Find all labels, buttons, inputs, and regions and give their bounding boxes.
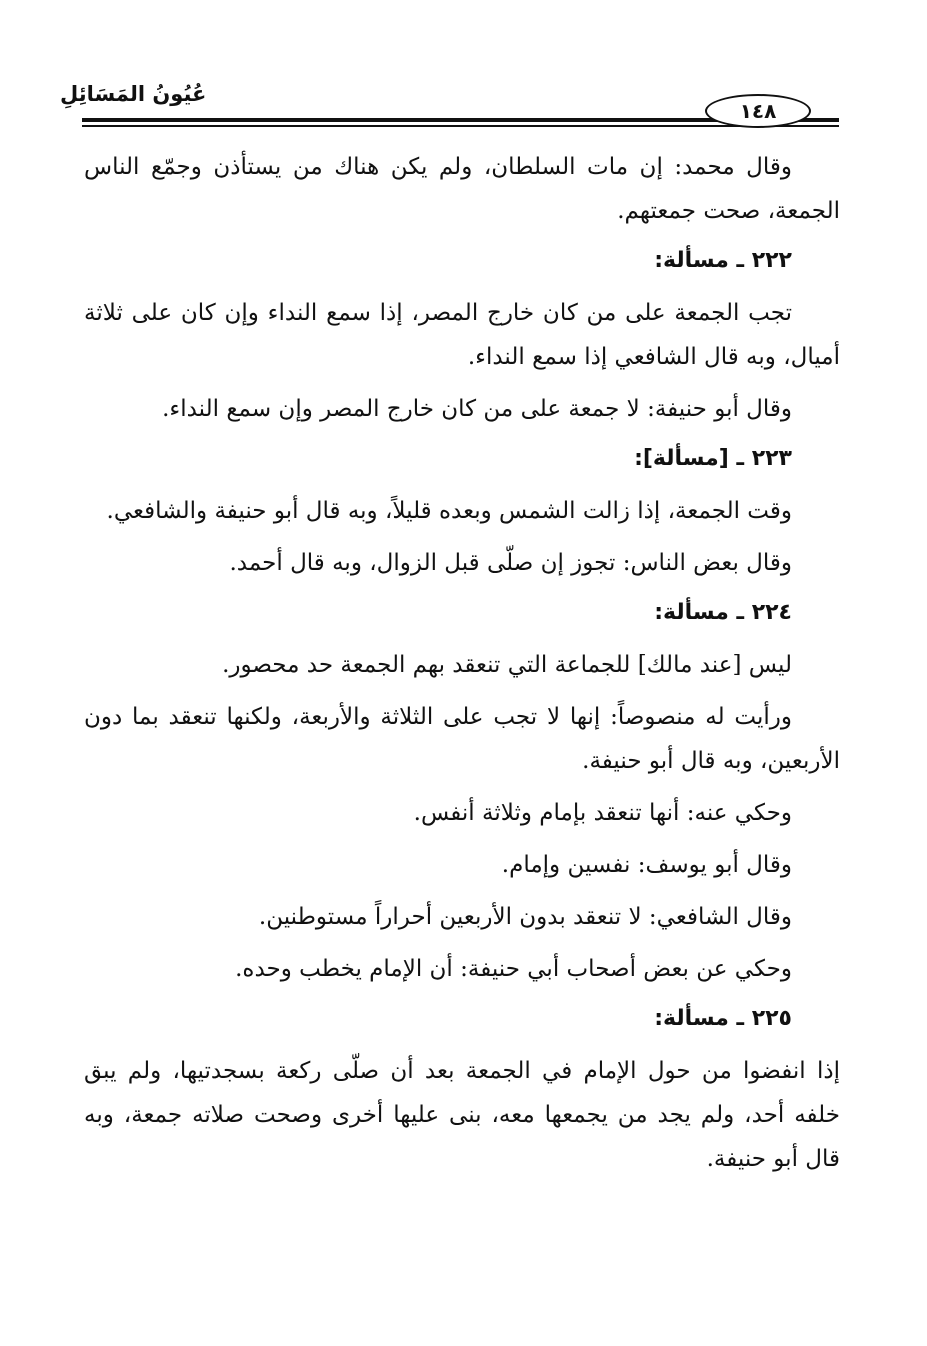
body-paragraph: ورأيت له منصوصاً: إنها لا تجب على الثلاثة والأربعة، ولكنها تنعقد بما دون الأربعين، وبه قال أبو حنيفة. [84,704,840,774]
body-paragraph: وقال بعض الناس: تجوز إن صلّى قبل الزوال، وبه قال أحمد. [229,550,792,576]
page-header [0,70,927,130]
body-paragraph: ليس [عند مالك] للجماعة التي تنعقد بهم الجمعة حد محصور. [222,652,792,678]
issue-heading: ٢٢٥ ـ مسألة: [654,1006,792,1031]
body-paragraph: تجب الجمعة على من كان خارج المصر، إذا سمع النداء وإن كان على ثلاثة أميال، وبه قال الشافعي إذا سمع النداء. [84,300,840,370]
body-paragraph: وقت الجمعة، إذا زالت الشمس وبعده قليلاً، وبه قال أبو حنيفة والشافعي. [106,498,792,524]
body-paragraph: وقال الشافعي: لا تنعقد بدون الأربعين أحراراً مستوطنين. [258,904,792,930]
issue-heading: ٢٢٢ ـ مسألة: [654,248,792,273]
body-paragraph: وحكي عن بعض أصحاب أبي حنيفة: أن الإمام يخطب وحده. [235,956,792,982]
issue-heading: ٢٢٣ ـ [مسألة]: [634,446,792,471]
body-paragraph: وحكي عنه: أنها تنعقد بإمام وثلاثة أنفس. [413,800,792,826]
body-paragraph: وقال أبو يوسف: نفسين وإمام. [501,852,792,878]
body-paragraph: وقال محمد: إن مات السلطان، ولم يكن هناك من يستأذن وجمّع الناس الجمعة، صحت جمعتهم. [84,154,840,224]
header-rule-thin [82,125,839,127]
page-body [84,145,840,1189]
body-paragraph: وقال أبو حنيفة: لا جمعة على من كان خارج المصر وإن سمع النداء. [162,396,792,422]
body-paragraph: إذا انفضوا من حول الإمام في الجمعة بعد أن صلّى ركعة بسجدتيها، ولم يبق خلفه أحد، ولم يجد من يجمعها معه، بنى عليها أخرى وصحت صلاته جمعة، وبه قال أبو حنيفة. [84,1058,840,1172]
issue-heading: ٢٢٤ ـ مسألة: [654,600,792,625]
page-number: ١٤٨ [705,94,811,128]
book-title: عُيُونُ المَسَائِلِ [60,82,207,106]
